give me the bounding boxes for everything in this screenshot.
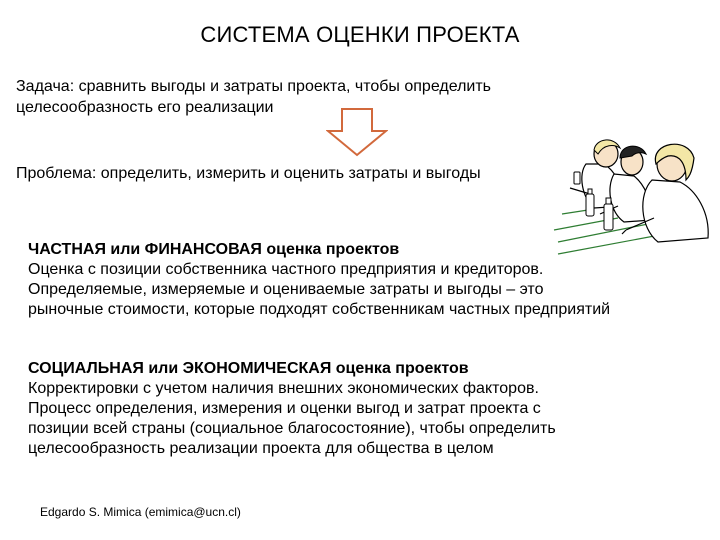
author-footer: Edgardo S. Mimica (emimica@ucn.cl) <box>40 505 241 519</box>
problem-label: Проблема <box>16 165 92 182</box>
private-line: Оценка с позиции собственника частного предприятия и кредиторов. <box>28 261 544 278</box>
task-statement <box>16 76 576 118</box>
problem-statement <box>16 163 576 184</box>
social-line: целесообразность реализации проекта для общества в целом <box>28 440 494 457</box>
private-line: рыночные стоимости, которые подходят собственникам частных предприятий <box>28 301 611 318</box>
private-line: Определяемые, измеряемые и оцениваемые затраты и выгоды – это <box>28 281 544 298</box>
social-heading: СОЦИАЛЬНАЯ или ЭКОНОМИЧЕСКАЯ оценка проектов <box>28 360 469 377</box>
problem-text: : определить, измерить и оценить затраты и выгоды <box>91 165 481 182</box>
social-evaluation-block <box>28 359 708 459</box>
social-line: Корректировки с учетом наличия внешних экономических факторов. <box>28 380 539 397</box>
private-heading: ЧАСТНАЯ или ФИНАНСОВАЯ оценка проектов <box>28 241 400 258</box>
task-text: : сравнить выгоды и затраты проекта, чтобы определить целесообразность его реализации <box>16 78 491 116</box>
task-label: Задача <box>16 78 70 95</box>
down-arrow-icon <box>326 107 388 157</box>
page-title: СИСТЕМА ОЦЕНКИ ПРОЕКТА <box>200 22 520 47</box>
social-line: Процесс определения, измерения и оценки выгод и затрат проекта с <box>28 400 541 417</box>
private-evaluation-block <box>28 240 708 320</box>
social-line: позиции всей страны (социальное благосостояние), чтобы определить <box>28 420 556 437</box>
